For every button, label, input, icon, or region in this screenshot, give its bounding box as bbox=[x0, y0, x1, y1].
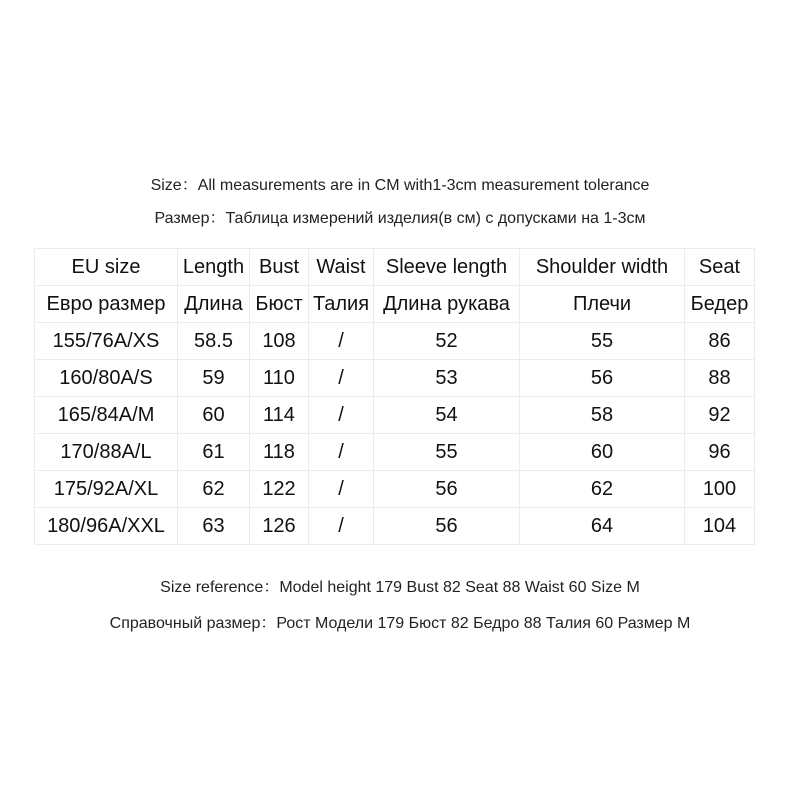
table-cell: 58 bbox=[520, 397, 685, 434]
table-cell: 55 bbox=[374, 434, 520, 471]
table-cell: 56 bbox=[520, 360, 685, 397]
table-cell: 64 bbox=[520, 508, 685, 545]
table-cell: 60 bbox=[520, 434, 685, 471]
table-cell: / bbox=[309, 434, 374, 471]
size-note-english: Size：All measurements are in CM with1-3cm measurement tolerance bbox=[150, 177, 650, 194]
table-cell: 56 bbox=[374, 508, 520, 545]
header-cell: Евро размер bbox=[35, 286, 178, 323]
table-row bbox=[35, 434, 755, 471]
table-cell: / bbox=[309, 471, 374, 508]
size-reference-english: Size reference：Model height 179 Bust 82 Seat 88 Waist 60 Size M bbox=[160, 579, 640, 596]
table-row bbox=[35, 508, 755, 545]
size-note-russian: Размер：Таблица измерений изделия(в см) с допусками на 1-3см bbox=[154, 210, 646, 227]
header-cell: Waist bbox=[309, 249, 374, 286]
table-cell: 180/96A/XXL bbox=[35, 508, 178, 545]
table-cell: 160/80A/S bbox=[35, 360, 178, 397]
header-cell: Shoulder width bbox=[520, 249, 685, 286]
header-cell: Бедер bbox=[685, 286, 755, 323]
header-cell: Length bbox=[178, 249, 250, 286]
table-cell: 60 bbox=[178, 397, 250, 434]
table-cell: 55 bbox=[520, 323, 685, 360]
header-cell: Seat bbox=[685, 249, 755, 286]
table-cell: 88 bbox=[685, 360, 755, 397]
header-cell: Длина рукава bbox=[374, 286, 520, 323]
table-cell: 122 bbox=[250, 471, 309, 508]
table-cell: 59 bbox=[178, 360, 250, 397]
table-cell: / bbox=[309, 397, 374, 434]
table-cell: / bbox=[309, 360, 374, 397]
header-cell: EU size bbox=[35, 249, 178, 286]
table-cell: 110 bbox=[250, 360, 309, 397]
table-cell: 118 bbox=[250, 434, 309, 471]
header-row-english bbox=[35, 249, 755, 286]
table-row bbox=[35, 397, 755, 434]
table-row bbox=[35, 360, 755, 397]
header-row-russian bbox=[35, 286, 755, 323]
table-cell: 62 bbox=[520, 471, 685, 508]
table-cell: 86 bbox=[685, 323, 755, 360]
table-cell: 165/84A/M bbox=[35, 397, 178, 434]
table-cell: / bbox=[309, 508, 374, 545]
table-cell: 62 bbox=[178, 471, 250, 508]
table-cell: 175/92A/XL bbox=[35, 471, 178, 508]
table-cell: 114 bbox=[250, 397, 309, 434]
table-cell: 96 bbox=[685, 434, 755, 471]
table-cell: 54 bbox=[374, 397, 520, 434]
table-cell: 108 bbox=[250, 323, 309, 360]
table-cell: 100 bbox=[685, 471, 755, 508]
table-cell: 58.5 bbox=[178, 323, 250, 360]
table-cell: 104 bbox=[685, 508, 755, 545]
table-cell: 61 bbox=[178, 434, 250, 471]
table-cell: 53 bbox=[374, 360, 520, 397]
header-cell: Бюст bbox=[250, 286, 309, 323]
header-cell: Талия bbox=[309, 286, 374, 323]
table-cell: 170/88A/L bbox=[35, 434, 178, 471]
table-row bbox=[35, 471, 755, 508]
table-cell: 126 bbox=[250, 508, 309, 545]
table-cell: 92 bbox=[685, 397, 755, 434]
size-chart-table bbox=[34, 248, 755, 545]
table-cell: 52 bbox=[374, 323, 520, 360]
size-reference-russian: Справочный размер：Рост Модели 179 Бюст 82 Бедро 88 Талия 60 Размер M bbox=[109, 615, 691, 632]
header-cell: Sleeve length bbox=[374, 249, 520, 286]
header-cell: Длина bbox=[178, 286, 250, 323]
table-cell: 155/76A/XS bbox=[35, 323, 178, 360]
table-row bbox=[35, 323, 755, 360]
header-cell: Плечи bbox=[520, 286, 685, 323]
header-cell: Bust bbox=[250, 249, 309, 286]
table-cell: / bbox=[309, 323, 374, 360]
table-cell: 56 bbox=[374, 471, 520, 508]
table-cell: 63 bbox=[178, 508, 250, 545]
